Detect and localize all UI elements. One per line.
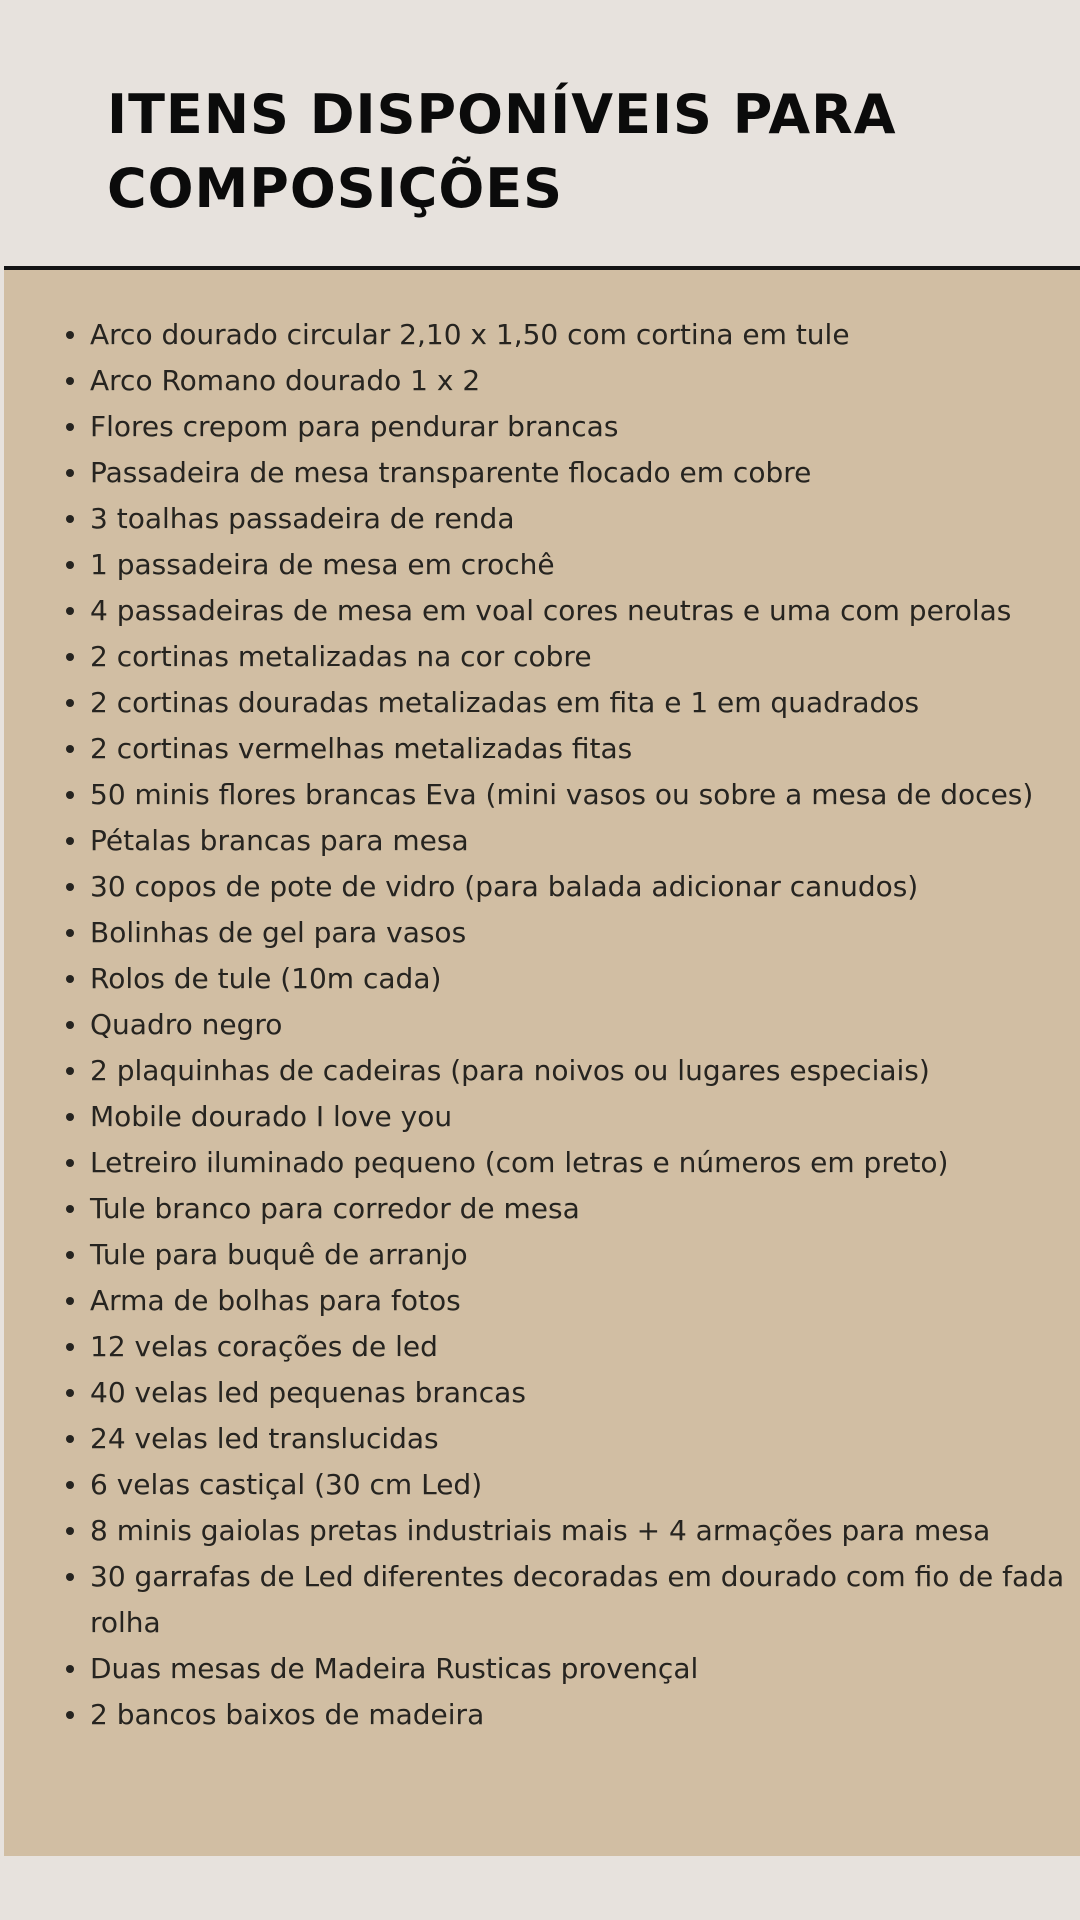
list-item: Mobile dourado I love you xyxy=(90,1094,1080,1140)
list-item: 2 bancos baixos de madeira xyxy=(90,1692,1080,1738)
footer-band xyxy=(0,1856,1080,1920)
list-item: 30 garrafas de Led diferentes decoradas em dourado com fio de fada rolha xyxy=(90,1554,1080,1646)
list-item: Duas mesas de Madeira Rusticas provençal xyxy=(90,1646,1080,1692)
list-item: 4 passadeiras de mesa em voal cores neutras e uma com perolas xyxy=(90,588,1080,634)
list-item: 6 velas castiçal (30 cm Led) xyxy=(90,1462,1080,1508)
list-item: Flores crepom para pendurar brancas xyxy=(90,404,1080,450)
list-item: Letreiro iluminado pequeno (com letras e números em preto) xyxy=(90,1140,1080,1186)
list-item: 2 plaquinhas de cadeiras (para noivos ou lugares especiais) xyxy=(90,1048,1080,1094)
list-item: 40 velas led pequenas brancas xyxy=(90,1370,1080,1416)
list-item: 30 copos de pote de vidro (para balada adicionar canudos) xyxy=(90,864,1080,910)
list-item: 8 minis gaiolas pretas industriais mais + 4 armações para mesa xyxy=(90,1508,1080,1554)
list-item: 2 cortinas metalizadas na cor cobre xyxy=(90,634,1080,680)
list-item: Pétalas brancas para mesa xyxy=(90,818,1080,864)
list-item: Tule para buquê de arranjo xyxy=(90,1232,1080,1278)
page-title: ITENS DISPONÍVEIS PARA COMPOSIÇÕES xyxy=(107,83,897,220)
list-item: Arco dourado circular 2,10 x 1,50 com cortina em tule xyxy=(90,312,1080,358)
list-item: Bolinhas de gel para vasos xyxy=(90,910,1080,956)
list-item: Passadeira de mesa transparente flocado em cobre xyxy=(90,450,1080,496)
list-item: Arma de bolhas para fotos xyxy=(90,1278,1080,1324)
list-item: 2 cortinas douradas metalizadas em fita e 1 em quadrados xyxy=(90,680,1080,726)
list-item: Arco Romano dourado 1 x 2 xyxy=(90,358,1080,404)
list-item: 1 passadeira de mesa em crochê xyxy=(90,542,1080,588)
list-item: 50 minis flores brancas Eva (mini vasos ou sobre a mesa de doces) xyxy=(90,772,1080,818)
header-section xyxy=(0,0,1080,267)
list-item: 2 cortinas vermelhas metalizadas fitas xyxy=(90,726,1080,772)
list-item: 24 velas led translucidas xyxy=(90,1416,1080,1462)
list-item: Rolos de tule (10m cada) xyxy=(90,956,1080,1002)
list-item: 3 toalhas passadeira de renda xyxy=(90,496,1080,542)
items-list xyxy=(60,312,1080,1738)
list-item: Tule branco para corredor de mesa xyxy=(90,1186,1080,1232)
list-item: Quadro negro xyxy=(90,1002,1080,1048)
list-item: 12 velas corações de led xyxy=(90,1324,1080,1370)
